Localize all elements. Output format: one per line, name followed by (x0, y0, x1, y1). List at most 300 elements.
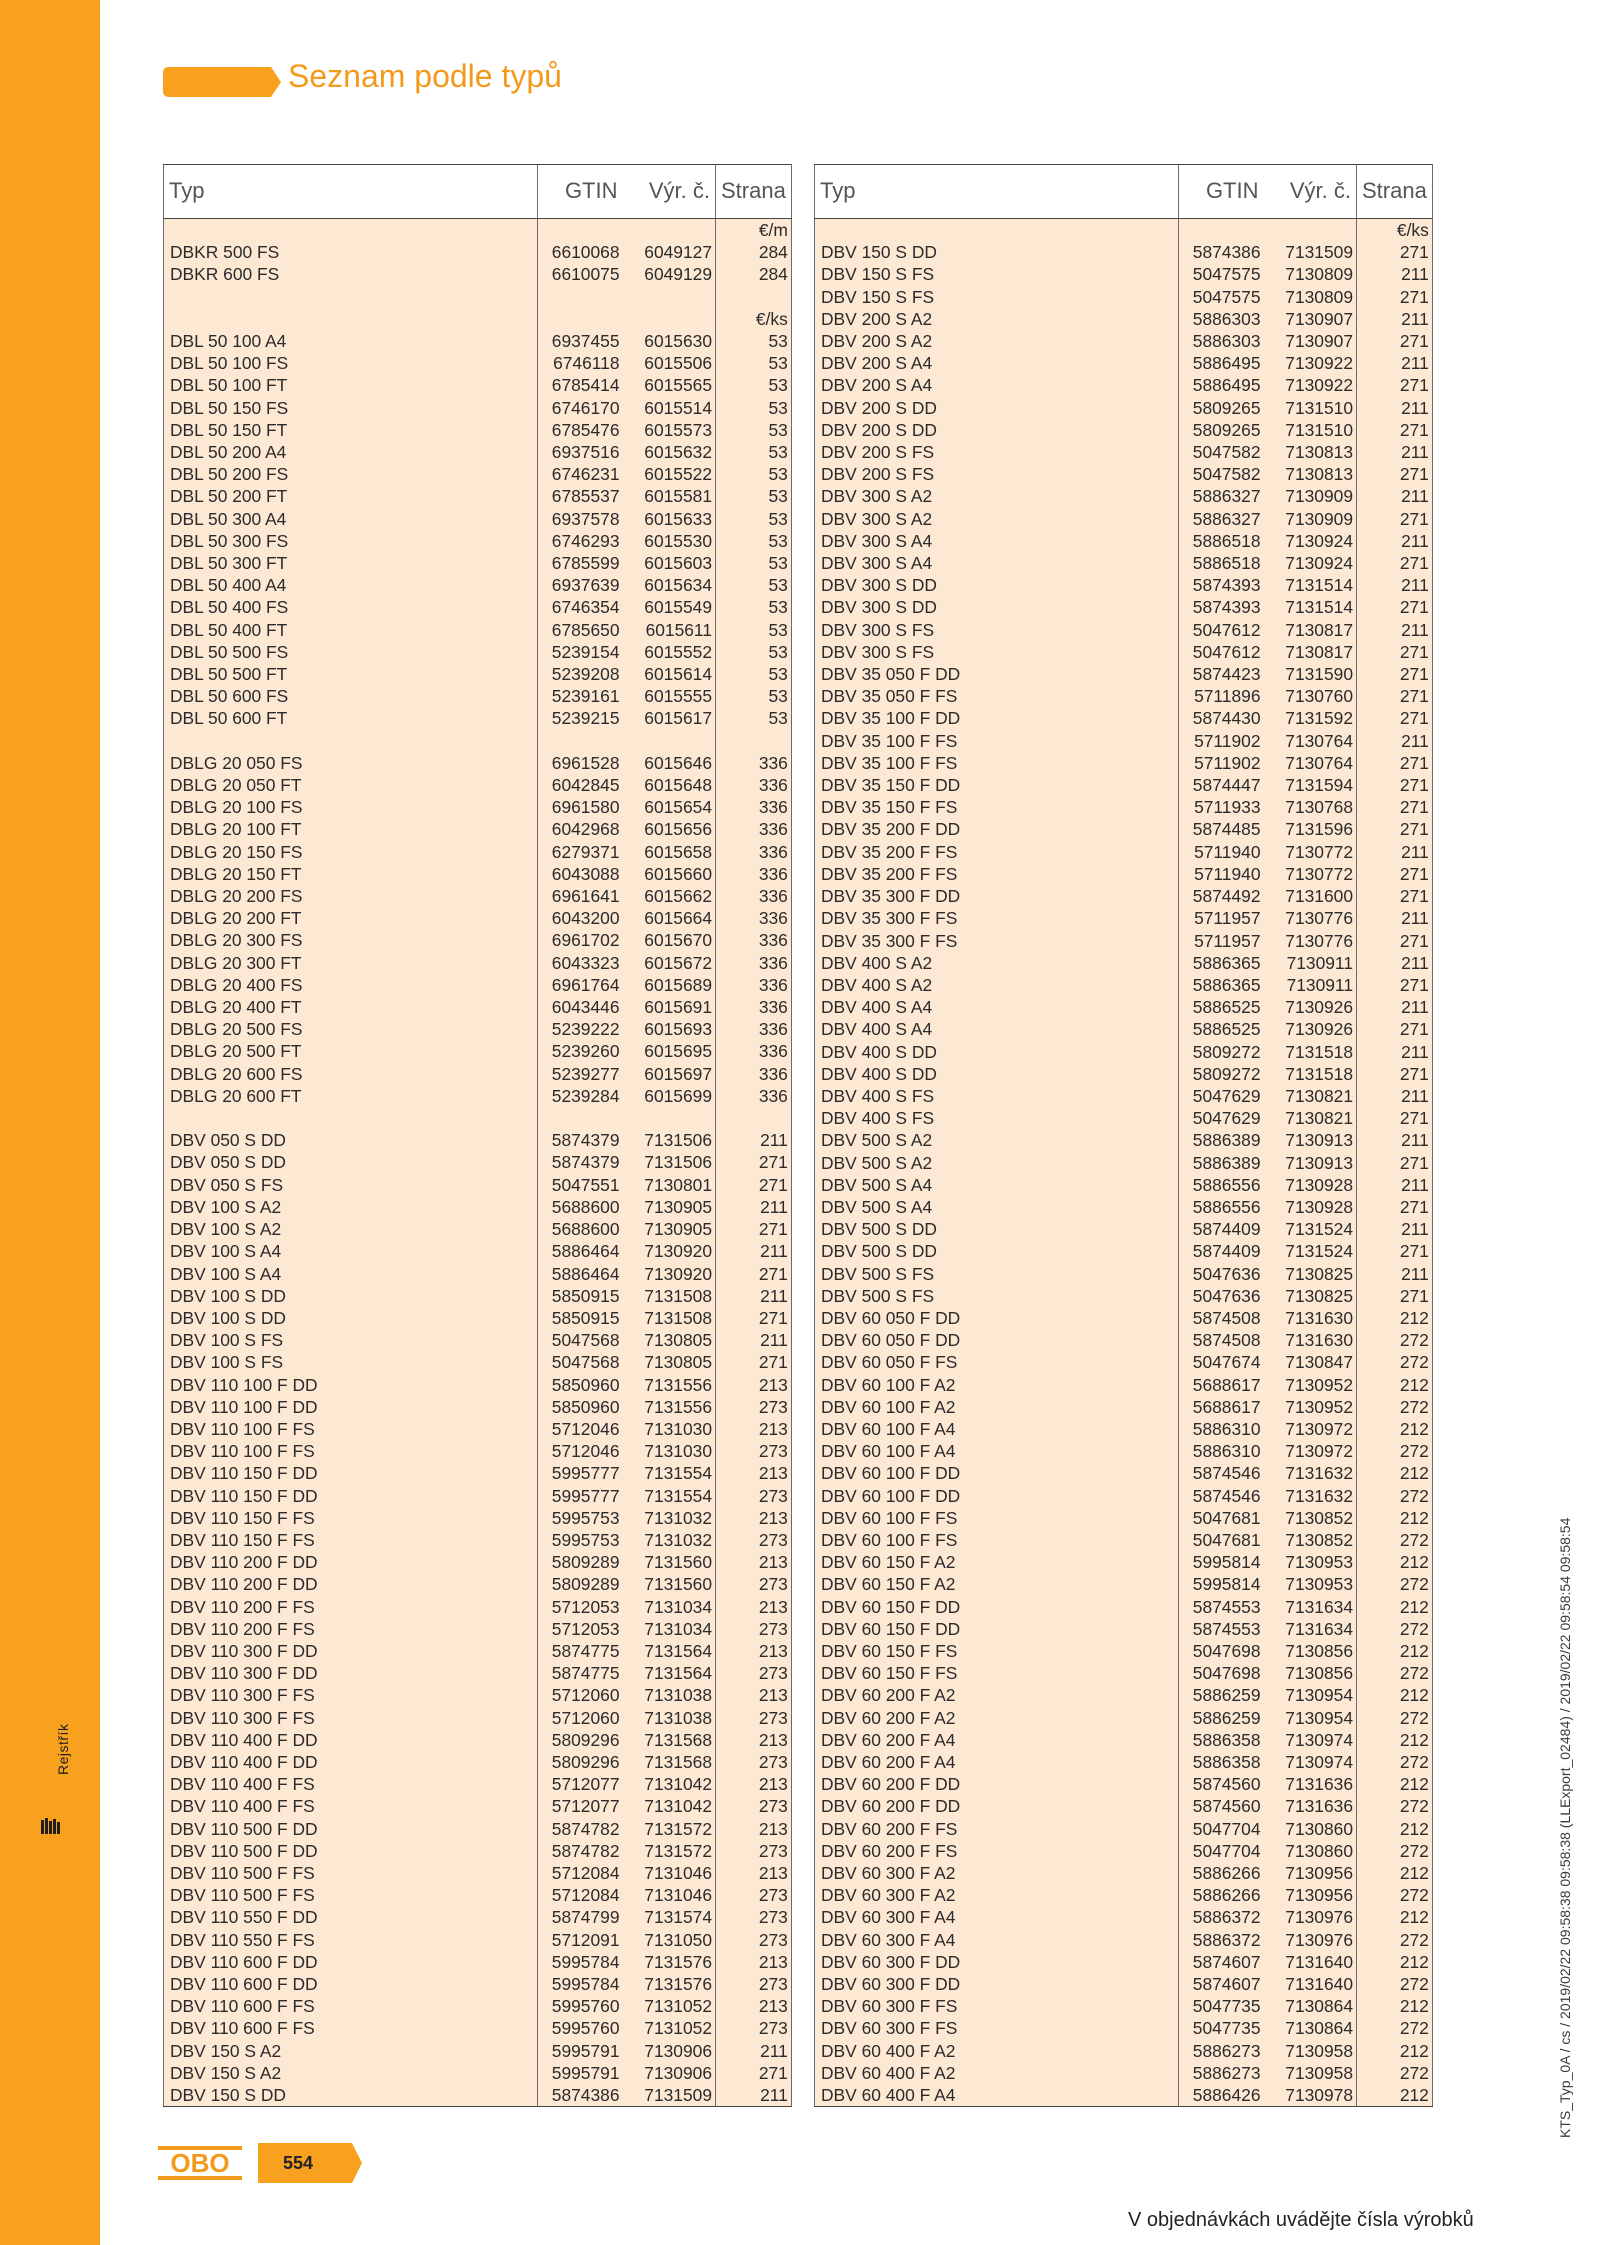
cell-strana: 211 (1357, 952, 1433, 974)
cell-vyr: 7130805 (623, 1351, 716, 1373)
table-row (164, 1707, 792, 1729)
table-row (164, 2084, 792, 2107)
cell-typ: DBV 60 300 F DD (815, 1973, 1179, 1995)
table-row (815, 1018, 1433, 1040)
table-row (164, 1285, 792, 1307)
table-row (164, 219, 792, 242)
cell-gtin: 5886525 (1179, 996, 1264, 1018)
cell-vyr: 7130911 (1264, 974, 1357, 996)
cell-vyr: 7130952 (1264, 1396, 1357, 1418)
cell-strana: 272 (1357, 1662, 1433, 1684)
table-row (815, 308, 1433, 330)
table-row (815, 1174, 1433, 1196)
cell-typ: DBV 110 550 F DD (164, 1906, 538, 1928)
cell-vyr: 7130905 (623, 1218, 716, 1240)
cell-typ: DBLG 20 200 FT (164, 907, 538, 929)
cell-strana: 53 (716, 419, 792, 441)
cell-strana: 273 (716, 1485, 792, 1507)
cell-gtin: 5850915 (538, 1307, 623, 1329)
table-row (815, 730, 1433, 752)
cell-gtin: 5239208 (538, 663, 623, 685)
cell-strana: 273 (716, 1906, 792, 1928)
footer-note: V objednávkách uvádějte čísla výrobků (1128, 2209, 1474, 2231)
cell-gtin: 6043323 (538, 952, 623, 974)
cell-strana: 271 (1357, 241, 1433, 263)
table-row (815, 1640, 1433, 1662)
cell-typ: DBV 110 300 F DD (164, 1662, 538, 1684)
right-product-table (814, 164, 1433, 2107)
cell-strana: 211 (1357, 397, 1433, 419)
cell-strana: 213 (716, 1507, 792, 1529)
cell-gtin: 5711940 (1179, 841, 1264, 863)
cell-typ: DBL 50 100 FS (164, 352, 538, 374)
table-row (815, 1662, 1433, 1684)
cell-typ: DBV 110 100 F DD (164, 1396, 538, 1418)
cell-vyr: 7130764 (1264, 752, 1357, 774)
cell-typ: DBV 60 050 F DD (815, 1329, 1179, 1351)
cell-vyr: 7130864 (1264, 2017, 1357, 2039)
cell-strana: 336 (716, 1085, 792, 1107)
cell-vyr: 7131030 (623, 1440, 716, 1462)
cell-vyr: 7131632 (1264, 1462, 1357, 1484)
table-row (164, 641, 792, 663)
cell-typ: DBV 300 S FS (815, 641, 1179, 663)
cell-vyr: 7130972 (1264, 1418, 1357, 1440)
cell-typ: DBV 60 100 F A2 (815, 1396, 1179, 1418)
table-row (815, 1840, 1433, 1862)
cell-gtin: 5711902 (1179, 752, 1264, 774)
cell-gtin: 5874492 (1179, 885, 1264, 907)
cell-typ: DBV 60 200 F DD (815, 1773, 1179, 1795)
cell-vyr: 7131032 (623, 1529, 716, 1551)
cell-vyr: 6015552 (623, 641, 716, 663)
cell-strana: 271 (716, 2062, 792, 2084)
cell-gtin: 5688617 (1179, 1396, 1264, 1418)
cell-strana: 273 (716, 1396, 792, 1418)
cell-strana: 211 (716, 1196, 792, 1218)
cell-typ: DBLG 20 400 FT (164, 996, 538, 1018)
cell-strana: 271 (1357, 930, 1433, 952)
cell-strana: 211 (1357, 730, 1433, 752)
cell-vyr: 7130864 (1264, 1995, 1357, 2017)
cell-gtin: 5047681 (1179, 1529, 1264, 1551)
table-row (164, 1418, 792, 1440)
cell-strana: 272 (1357, 1929, 1433, 1951)
cell-typ: DBV 110 200 F FS (164, 1618, 538, 1640)
cell-gtin: 5874560 (1179, 1773, 1264, 1795)
cell-vyr: 7130924 (1264, 530, 1357, 552)
cell-strana: 211 (716, 1329, 792, 1351)
cell-vyr: 7130772 (1264, 841, 1357, 863)
cell-typ: DBV 200 S A2 (815, 330, 1179, 352)
cell-strana: 273 (716, 1840, 792, 1862)
cell-typ: DBKR 500 FS (164, 241, 538, 263)
cell-vyr: 6015633 (623, 508, 716, 530)
table-row (164, 1995, 792, 2017)
cell-strana: 53 (716, 508, 792, 530)
cell-typ: DBV 100 S DD (164, 1307, 538, 1329)
cell-vyr: 6015555 (623, 685, 716, 707)
cell-vyr: 7130956 (1264, 1862, 1357, 1884)
cell-vyr: 7130847 (1264, 1351, 1357, 1373)
cell-vyr: 7131572 (623, 1818, 716, 1840)
cell-typ: DBV 300 S A2 (815, 485, 1179, 507)
cell-strana: 271 (1357, 1107, 1433, 1129)
table-row (815, 574, 1433, 596)
cell-gtin: 5995814 (1179, 1573, 1264, 1595)
cell-strana: 336 (716, 929, 792, 951)
cell-gtin: 5712084 (538, 1862, 623, 1884)
table-row (815, 1329, 1433, 1351)
cell-strana: 336 (716, 952, 792, 974)
cell-gtin: 5874430 (1179, 707, 1264, 729)
cell-strana: 271 (1357, 1018, 1433, 1040)
cell-vyr: 7130972 (1264, 1440, 1357, 1462)
cell-typ: DBV 60 200 F FS (815, 1818, 1179, 1840)
cell-strana: 272 (1357, 1529, 1433, 1551)
cell-strana: 271 (1357, 818, 1433, 840)
cell-typ: DBV 150 S FS (815, 286, 1179, 308)
cell-typ: DBV 35 300 F FS (815, 930, 1179, 952)
cell-gtin: 5809272 (1179, 1063, 1264, 1085)
cell-vyr: 7131518 (1264, 1041, 1357, 1063)
cell-vyr: 7131030 (623, 1418, 716, 1440)
cell-vyr: 7130768 (1264, 796, 1357, 818)
cell-vyr: 7130958 (1264, 2062, 1357, 2084)
cell-typ: DBL 50 400 FS (164, 596, 538, 618)
cell-vyr: 7130926 (1264, 996, 1357, 1018)
cell-vyr: 7130860 (1264, 1818, 1357, 1840)
cell-strana: 272 (1357, 1973, 1433, 1995)
cell-strana: 211 (716, 2040, 792, 2062)
table-row (164, 952, 792, 974)
cell-strana: €/ks (1357, 219, 1433, 242)
table-row (164, 1507, 792, 1529)
page-number: 554 (282, 2153, 314, 2173)
cell-strana: 211 (1357, 308, 1433, 330)
cell-gtin: 5688600 (538, 1218, 623, 1240)
cell-typ: DBV 110 500 F FS (164, 1884, 538, 1906)
cell-typ: DBLG 20 050 FS (164, 752, 538, 774)
cell-vyr: 7130776 (1264, 930, 1357, 952)
table-row (815, 441, 1433, 463)
cell-typ: DBV 110 500 F DD (164, 1818, 538, 1840)
cell-gtin: 5712046 (538, 1440, 623, 1462)
cell-gtin: 6961580 (538, 796, 623, 818)
cell-typ: DBV 500 S A2 (815, 1152, 1179, 1174)
table-row (164, 1196, 792, 1218)
table-row (815, 2084, 1433, 2107)
cell-typ: DBV 60 150 F FS (815, 1640, 1179, 1662)
cell-gtin: 5239277 (538, 1063, 623, 1085)
table-row (815, 596, 1433, 618)
cell-vyr: 6015514 (623, 397, 716, 419)
cell-gtin: 5886372 (1179, 1929, 1264, 1951)
cell-typ: DBV 300 S A4 (815, 552, 1179, 574)
cell-vyr: 7130852 (1264, 1507, 1357, 1529)
cell-gtin: 6746118 (538, 352, 623, 374)
cell-typ: DBV 35 200 F FS (815, 863, 1179, 885)
cell-vyr: 7131554 (623, 1485, 716, 1507)
orange-sidebar (0, 0, 100, 2245)
cell-typ: DBV 60 300 F A2 (815, 1884, 1179, 1906)
cell-vyr: 7130976 (1264, 1929, 1357, 1951)
cell-gtin: 5886389 (1179, 1152, 1264, 1174)
cell-strana: 212 (1357, 1462, 1433, 1484)
cell-strana: 272 (1357, 1351, 1433, 1373)
cell-gtin: 6785650 (538, 619, 623, 641)
cell-typ: DBV 60 400 F A4 (815, 2084, 1179, 2107)
cell-strana: 212 (1357, 1729, 1433, 1751)
cell-typ: DBL 50 500 FT (164, 663, 538, 685)
cell-gtin: 5874485 (1179, 818, 1264, 840)
table-row (815, 286, 1433, 308)
cell-gtin: 5712060 (538, 1707, 623, 1729)
cell-strana: 53 (716, 530, 792, 552)
cell-vyr: 7131052 (623, 2017, 716, 2039)
cell-vyr: 7130772 (1264, 863, 1357, 885)
cell-vyr: 7131038 (623, 1684, 716, 1706)
cell-strana: 53 (716, 352, 792, 374)
table-row (164, 1929, 792, 1951)
cell-vyr: 7130974 (1264, 1729, 1357, 1751)
cell-vyr: 7131594 (1264, 774, 1357, 796)
cell-typ: DBV 60 300 F FS (815, 1995, 1179, 2017)
cell-gtin: 5874386 (538, 2084, 623, 2107)
cell-gtin: 5711957 (1179, 907, 1264, 929)
cell-typ: DBLG 20 400 FS (164, 974, 538, 996)
cell-gtin: 5239215 (538, 707, 623, 729)
cell-gtin: 5874423 (1179, 663, 1264, 685)
cell-typ: DBV 60 150 F FS (815, 1662, 1179, 1684)
table-row (815, 485, 1433, 507)
cell-vyr: 7130976 (1264, 1906, 1357, 1928)
cell-vyr: 7131634 (1264, 1596, 1357, 1618)
cell-vyr (623, 730, 716, 752)
cell-vyr: 6015699 (623, 1085, 716, 1107)
table-row (815, 1263, 1433, 1285)
cell-gtin (538, 730, 623, 752)
cell-typ: DBV 200 S A2 (815, 308, 1179, 330)
cell-strana: 213 (716, 1773, 792, 1795)
cell-gtin: 5047582 (1179, 463, 1264, 485)
cell-typ: DBV 110 100 F FS (164, 1418, 538, 1440)
cell-vyr: 7130813 (1264, 441, 1357, 463)
cell-gtin: 6746231 (538, 463, 623, 485)
table-row (815, 419, 1433, 441)
cell-typ: DBL 50 150 FT (164, 419, 538, 441)
table-row (815, 2017, 1433, 2039)
cell-typ: DBLG 20 100 FT (164, 818, 538, 840)
cell-typ: DBV 200 S FS (815, 441, 1179, 463)
cell-gtin: 5874546 (1179, 1485, 1264, 1507)
cell-gtin: 6746293 (538, 530, 623, 552)
cell-gtin: 6961702 (538, 929, 623, 951)
table-row (164, 841, 792, 863)
cell-gtin: 6043088 (538, 863, 623, 885)
cell-typ: DBV 100 S DD (164, 1285, 538, 1307)
cell-vyr: 7130805 (623, 1329, 716, 1351)
cell-gtin: 5711896 (1179, 685, 1264, 707)
table-row (164, 1240, 792, 1262)
cell-typ: DBV 60 300 F A2 (815, 1862, 1179, 1884)
cell-strana: 211 (716, 1129, 792, 1151)
table-row (815, 1396, 1433, 1418)
cell-typ: DBV 60 200 F DD (815, 1795, 1179, 1817)
cell-gtin: 5886525 (1179, 1018, 1264, 1040)
table-row (815, 1240, 1433, 1262)
cell-gtin: 5850915 (538, 1285, 623, 1307)
cell-vyr: 6049127 (623, 241, 716, 263)
cell-gtin: 5239260 (538, 1040, 623, 1062)
table-row (164, 730, 792, 752)
cell-vyr: 7131042 (623, 1773, 716, 1795)
cell-typ: DBV 110 600 F FS (164, 2017, 538, 2039)
cell-strana: 272 (1357, 1573, 1433, 1595)
cell-strana: 53 (716, 374, 792, 396)
cell-gtin: 5239161 (538, 685, 623, 707)
cell-gtin: 5809265 (1179, 397, 1264, 419)
cell-strana: 336 (716, 1040, 792, 1062)
col-header-typ: Typ (164, 165, 538, 219)
cell-typ (164, 308, 538, 330)
cell-gtin: 5886495 (1179, 374, 1264, 396)
cell-typ: DBV 60 100 F FS (815, 1507, 1179, 1529)
cell-typ: DBV 60 200 F FS (815, 1840, 1179, 1862)
cell-typ: DBV 500 S A4 (815, 1196, 1179, 1218)
cell-strana: 272 (1357, 1707, 1433, 1729)
cell-vyr: 7130801 (623, 1174, 716, 1196)
cell-vyr: 6015660 (623, 863, 716, 885)
table-row (815, 641, 1433, 663)
table-row (164, 308, 792, 330)
cell-strana: 272 (1357, 1329, 1433, 1351)
table-row (164, 552, 792, 574)
cell-gtin: 5886464 (538, 1240, 623, 1262)
cell-gtin: 6610075 (538, 263, 623, 285)
cell-strana: 212 (1357, 1418, 1433, 1440)
table-row (815, 1795, 1433, 1817)
cell-strana: 53 (716, 596, 792, 618)
table-row (815, 1906, 1433, 1928)
cell-typ: DBV 35 100 F FS (815, 730, 1179, 752)
cell-typ: DBV 500 S FS (815, 1263, 1179, 1285)
cell-vyr: 7131046 (623, 1884, 716, 1906)
cell-strana: 211 (1357, 574, 1433, 596)
cell-strana: 53 (716, 485, 792, 507)
cell-strana: 272 (1357, 2017, 1433, 2039)
cell-typ: DBV 110 600 F DD (164, 1973, 538, 1995)
cell-typ: DBV 60 100 F A4 (815, 1418, 1179, 1440)
cell-vyr: 6015670 (623, 929, 716, 951)
cell-typ: DBV 35 150 F DD (815, 774, 1179, 796)
cell-strana: 273 (716, 1573, 792, 1595)
cell-gtin: 5995753 (538, 1507, 623, 1529)
cell-strana: 273 (716, 1795, 792, 1817)
table-row (815, 774, 1433, 796)
cell-gtin: 5712053 (538, 1596, 623, 1618)
cell-gtin: 5047735 (1179, 2017, 1264, 2039)
table-row (815, 1085, 1433, 1107)
cell-vyr (623, 286, 716, 308)
cell-typ: DBV 300 S DD (815, 596, 1179, 618)
cell-strana: 336 (716, 1063, 792, 1085)
cell-gtin: 5886303 (1179, 308, 1264, 330)
cell-vyr: 6015549 (623, 596, 716, 618)
cell-gtin: 6043446 (538, 996, 623, 1018)
cell-typ: DBV 110 150 F FS (164, 1529, 538, 1551)
cell-vyr: 7131508 (623, 1307, 716, 1329)
table-row (164, 863, 792, 885)
cell-vyr: 7130920 (623, 1263, 716, 1285)
cell-gtin: 5047674 (1179, 1351, 1264, 1373)
cell-typ: DBL 50 400 A4 (164, 574, 538, 596)
cell-vyr: 7130952 (1264, 1374, 1357, 1396)
cell-strana: 284 (716, 241, 792, 263)
cell-vyr: 7130954 (1264, 1707, 1357, 1729)
cell-gtin: 5712091 (538, 1929, 623, 1951)
cell-vyr: 7131640 (1264, 1951, 1357, 1973)
cell-vyr: 7130954 (1264, 1684, 1357, 1706)
table-row (164, 1396, 792, 1418)
cell-strana: 273 (716, 1884, 792, 1906)
cell-strana: 211 (1357, 1174, 1433, 1196)
cell-gtin: 5886327 (1179, 508, 1264, 530)
cell-vyr: 7131034 (623, 1596, 716, 1618)
table-row (815, 1551, 1433, 1573)
cell-gtin: 6279371 (538, 841, 623, 863)
table-row (815, 1152, 1433, 1174)
cell-gtin: 5886518 (1179, 530, 1264, 552)
cell-typ: DBL 50 600 FT (164, 707, 538, 729)
cell-strana: 213 (716, 1729, 792, 1751)
cell-vyr: 7131636 (1264, 1795, 1357, 1817)
table-row (164, 1085, 792, 1107)
cell-strana: 211 (1357, 530, 1433, 552)
cell-gtin: 6042968 (538, 818, 623, 840)
cell-vyr: 7130906 (623, 2040, 716, 2062)
cell-strana: 211 (716, 1240, 792, 1262)
table-row (815, 1351, 1433, 1373)
table-row (815, 1418, 1433, 1440)
cell-strana: 271 (1357, 1240, 1433, 1262)
cell-typ: DBLG 20 150 FS (164, 841, 538, 863)
cell-vyr: 7130922 (1264, 352, 1357, 374)
cell-vyr: 7130905 (623, 1196, 716, 1218)
cell-vyr: 7131630 (1264, 1329, 1357, 1351)
cell-gtin: 5712060 (538, 1684, 623, 1706)
cell-gtin (538, 1107, 623, 1129)
table-row (815, 1285, 1433, 1307)
table-row (164, 619, 792, 641)
table-row (815, 1196, 1433, 1218)
table-row (815, 330, 1433, 352)
cell-typ: DBV 60 050 F DD (815, 1307, 1179, 1329)
cell-strana: 212 (1357, 1818, 1433, 1840)
cell-typ: DBV 100 S A4 (164, 1263, 538, 1285)
table-row (164, 1174, 792, 1196)
cell-vyr: 7130809 (1264, 263, 1357, 285)
cell-vyr: 7130974 (1264, 1751, 1357, 1773)
cell-typ: DBL 50 400 FT (164, 619, 538, 641)
cell-gtin: 6610068 (538, 241, 623, 263)
cell-gtin: 5047704 (1179, 1818, 1264, 1840)
cell-gtin: 5886266 (1179, 1862, 1264, 1884)
cell-vyr: 7131508 (623, 1285, 716, 1307)
cell-vyr: 6015617 (623, 707, 716, 729)
cell-vyr: 7130926 (1264, 1018, 1357, 1040)
cell-vyr: 7130817 (1264, 641, 1357, 663)
